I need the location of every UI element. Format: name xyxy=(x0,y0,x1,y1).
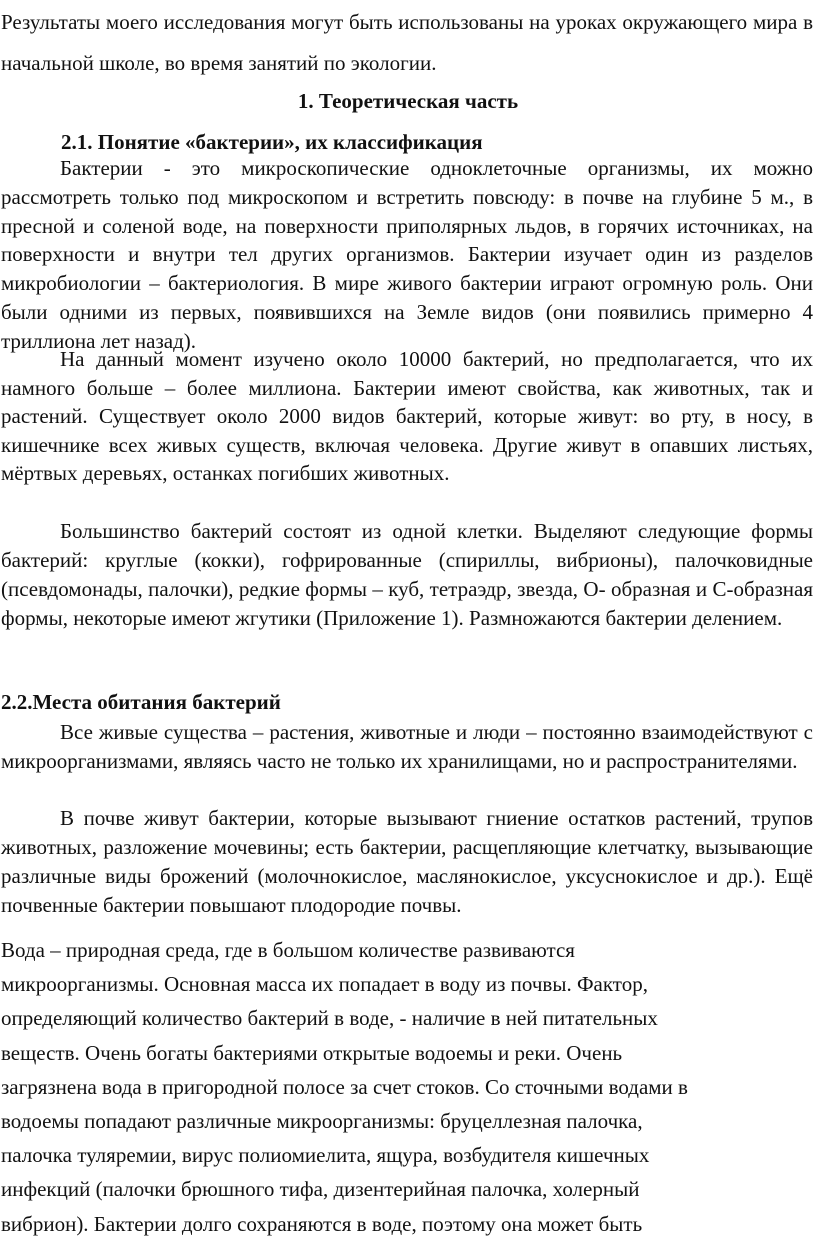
water-line: водоемы попадают различные микроорганизмы: бруцеллезная палочка, xyxy=(1,1109,643,1134)
water-line: микроорганизмы. Основная масса их попадает в воду из почвы. Фактор, xyxy=(1,972,648,997)
section-1-heading: 1. Теоретическая часть xyxy=(297,89,519,113)
section-2-2-heading: 2.2.Места обитания бактерий xyxy=(1,690,281,714)
intro-paragraph: Результаты моего исследования могут быть использованы на уроках окружающего мира в начальной школе, во время занятий по экологии. xyxy=(1,10,813,75)
water-line: веществ. Очень богаты бактериями открытые водоемы и реки. Очень xyxy=(1,1040,623,1065)
water-line: определяющий количество бактерий в воде, - наличие в ней питательных xyxy=(1,1006,658,1031)
s21-paragraph-2: На данный момент изучено около 10000 бактерий, но предполагается, что их намного больше – более миллиона. Бактерии имеют свойства, как животных, так и растений. Существует около 2000 видов бактерий, которые живут: во рту, в носу, в кишечнике всех живых существ, включая человека. Другие живут в опавших листьях, мёртвых деревьях, останках погибших животных. xyxy=(1,347,813,485)
water-line: Вода – природная среда, где в большом количестве развиваются xyxy=(1,938,575,962)
s22-paragraph-2: В почве живут бактерии, которые вызывают гниение остатков растений, трупов животных, разложение мочевины; есть бактерии, расщепляющие клетчатку, вызывающие различные виды брожений (молочнокислое, маслянокислое, уксуснокислое и др.). Ещё почвенные бактерии повышают плодородие почвы. xyxy=(1,806,813,917)
s21-paragraph-3: Большинство бактерий состоят из одной клетки. Выделяют следующие формы бактерий: круглые (кокки), гофрированные (спириллы, вибрионы), палочковидные (псевдомонады, палочки), редкие формы – куб, тетраэдр, звезда, О- образная и С-образная формы, некоторые имеют жгутики (Приложение 1). Размножаются бактерии делением. xyxy=(1,519,813,630)
water-line: вибрион). Бактерии долго сохраняются в воде, поэтому она может быть xyxy=(1,1211,643,1236)
section-2-1-heading: 2.1. Понятие «бактерии», их классификация xyxy=(61,130,483,154)
s22-paragraph-1: Все живые существа – растения, животные и люди – постоянно взаимодействуют с микроорганизмами, являясь часто не только их хранилищами, но и распространителями. xyxy=(1,720,813,773)
water-line: палочка туляремии, вирус полиомиелита, ящура, возбудителя кишечных xyxy=(1,1143,650,1168)
water-line: загрязнена вода в пригородной полосе за счет стоков. Со сточными водами в xyxy=(1,1074,688,1099)
water-line: инфекций (палочки брюшного тифа, дизентерийная палочка, холерный xyxy=(1,1177,640,1202)
s21-paragraph-1: Бактерии - это микроскопические одноклеточные организмы, их можно рассмотреть только под микроскопом и встретить повсюду: в почве на глубине 5 м., в пресной и соленой воде, на поверхности приполярных льдов, в горячих источниках, на поверхности и внутри тел других организмов. Бактерии изучает один из разделов микробиологии – бактериология. В мире живого бактерии играют огромную роль. Они были одними из первых, появившихся на Земле видов (они появились примерно 4 триллиона лет назад). xyxy=(1,156,813,353)
water-paragraph xyxy=(1,933,813,1241)
